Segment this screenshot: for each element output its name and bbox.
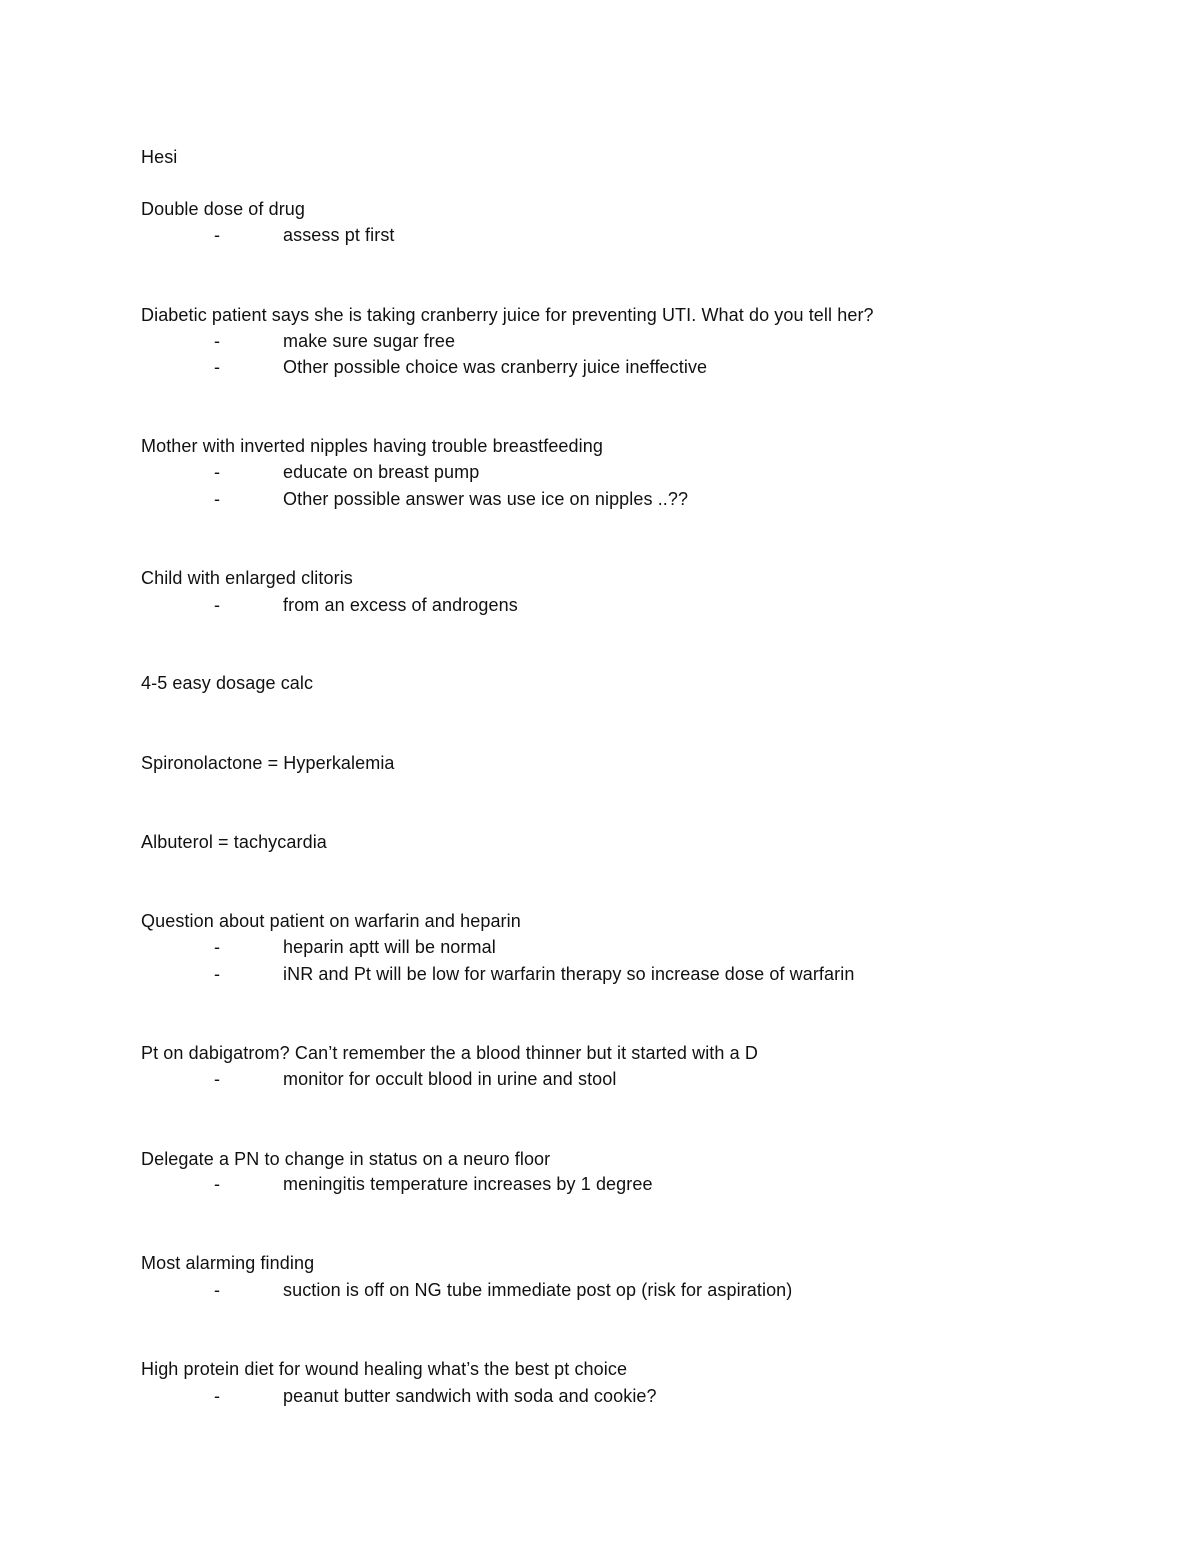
section-heading: Spironolactone = Hyperkalemia xyxy=(141,753,395,773)
section-heading: Mother with inverted nipples having trouble breastfeeding xyxy=(141,436,603,456)
bullet-item xyxy=(0,223,1200,249)
bullet-text: heparin aptt will be normal xyxy=(283,937,496,957)
bullet-item xyxy=(0,329,1200,355)
section-heading: Question about patient on warfarin and heparin xyxy=(141,911,521,931)
bullet-text: from an excess of androgens xyxy=(283,595,518,615)
bullet-marker: - xyxy=(214,489,220,509)
bullet-marker: - xyxy=(214,964,220,984)
bullet-text: Other possible choice was cranberry juice ineffective xyxy=(283,357,708,377)
bullet-marker: - xyxy=(214,225,220,245)
section-heading: High protein diet for wound healing what’s the best pt choice xyxy=(141,1359,628,1379)
bullet-text: educate on breast pump xyxy=(283,462,480,482)
bullet-item xyxy=(0,460,1200,486)
bullet-text: monitor for occult blood in urine and stool xyxy=(283,1069,617,1089)
section-heading: Diabetic patient says she is taking cranberry juice for preventing UTI. What do you tell her? xyxy=(141,305,874,325)
section-heading: Albuterol = tachycardia xyxy=(141,832,327,852)
bullet-text: meningitis temperature increases by 1 degree xyxy=(283,1174,653,1194)
bullet-marker: - xyxy=(214,595,220,615)
bullet-text: make sure sugar free xyxy=(283,331,456,351)
bullet-item xyxy=(0,593,1200,619)
section-heading: Delegate a PN to change in status on a neuro floor xyxy=(141,1149,551,1169)
bullet-text: iNR and Pt will be low for warfarin therapy so increase dose of warfarin xyxy=(283,964,855,984)
section-heading: Child with enlarged clitoris xyxy=(141,568,353,588)
bullet-text: peanut butter sandwich with soda and cookie? xyxy=(283,1386,657,1406)
bullet-item xyxy=(0,1278,1200,1304)
bullet-text: assess pt first xyxy=(283,225,395,245)
bullet-item xyxy=(0,355,1200,381)
bullet-text: suction is off on NG tube immediate post op (risk for aspiration) xyxy=(283,1280,793,1300)
bullet-marker: - xyxy=(214,1069,220,1089)
bullet-marker: - xyxy=(214,357,220,377)
section-heading: Double dose of drug xyxy=(141,199,306,219)
bullet-item xyxy=(0,1384,1200,1410)
bullet-text: Other possible answer was use ice on nipples ..?? xyxy=(283,489,689,509)
bullet-marker: - xyxy=(214,1386,220,1406)
bullet-marker: - xyxy=(214,462,220,482)
bullet-marker: - xyxy=(214,1280,220,1300)
bullet-marker: - xyxy=(214,331,220,351)
bullet-marker: - xyxy=(214,937,220,957)
document-title: Hesi xyxy=(141,147,178,167)
bullet-item xyxy=(0,962,1200,988)
section-heading: Pt on dabigatrom? Can’t remember the a blood thinner but it started with a D xyxy=(141,1043,758,1063)
bullet-item xyxy=(0,1172,1200,1198)
section-heading: 4-5 easy dosage calc xyxy=(141,673,314,693)
bullet-marker: - xyxy=(214,1174,220,1194)
bullet-item xyxy=(0,1067,1200,1093)
section-heading: Most alarming finding xyxy=(141,1253,315,1273)
bullet-item xyxy=(0,935,1200,961)
bullet-item xyxy=(0,487,1200,513)
